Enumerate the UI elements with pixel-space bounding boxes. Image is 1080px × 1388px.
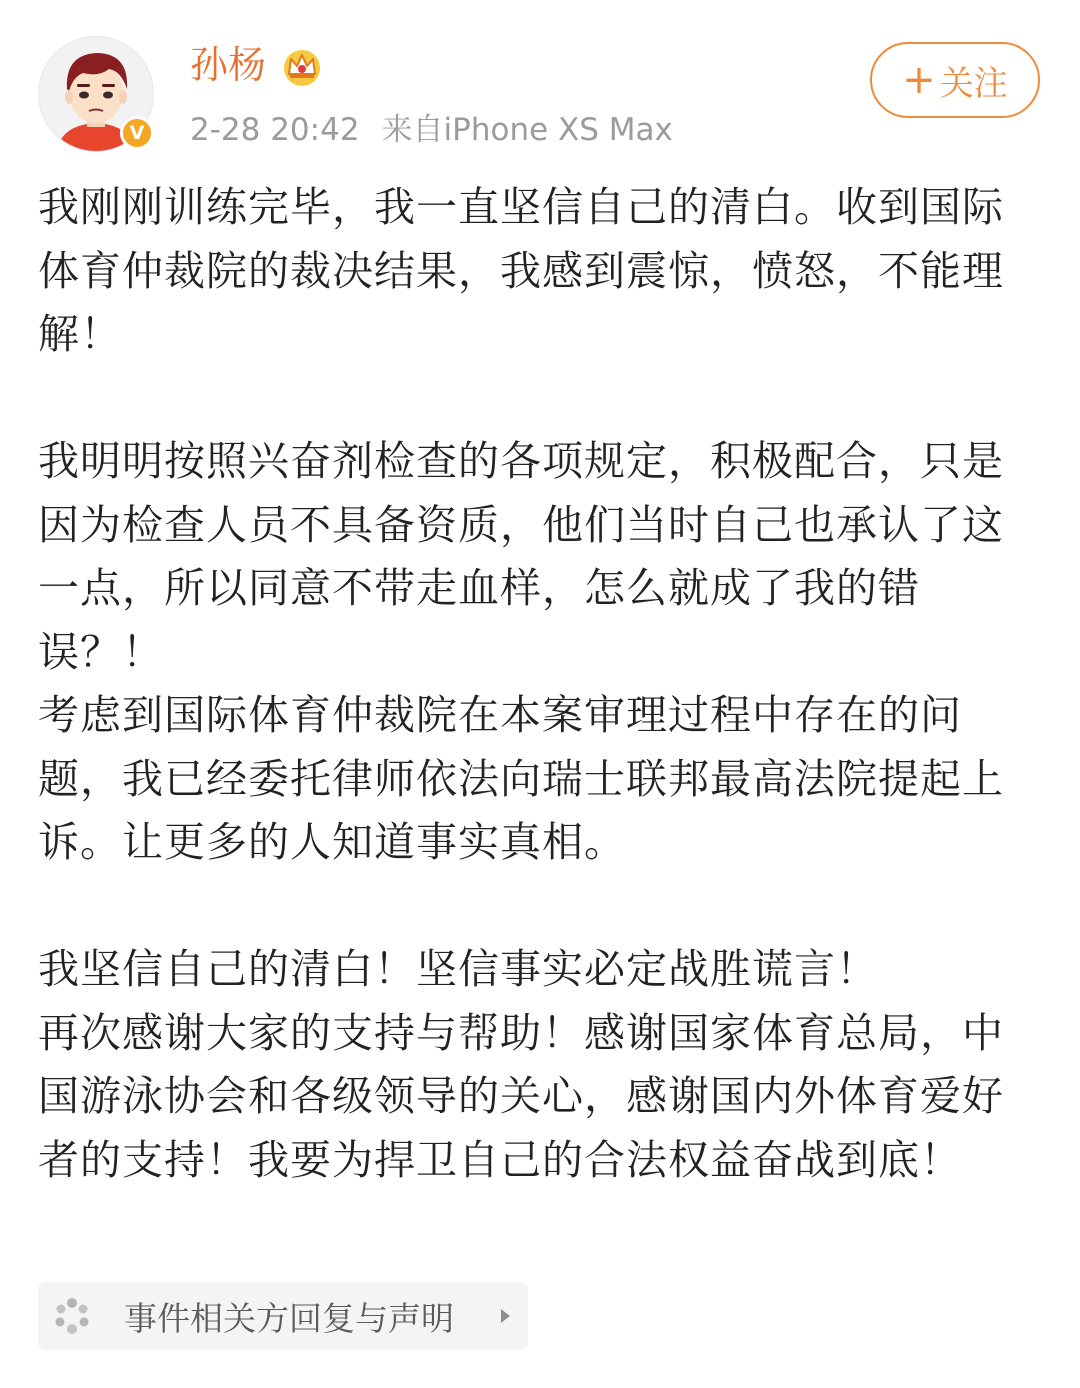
paragraph-gap [38,367,1018,431]
triangle-right-icon [501,1309,510,1323]
crown-icon [280,44,324,88]
post-paragraph-3: 考虑到国际体育仲裁院在本案审理过程中存在的问题，我已经委托律师依法向瑞士联邦最高法院提起上诉。让更多的人知道事实真相。 [38,691,1004,866]
post-paragraph-1: 我刚刚训练完毕，我一直坚信自己的清白。收到国际体育仲裁院的裁决结果，我感到震惊，愤怒，不能理解！ [38,183,1004,358]
post-meta [190,108,673,152]
post-source: 来自iPhone XS Max [381,112,673,148]
post-paragraph-5: 再次感谢大家的支持与帮助！感谢国家体育总局，中国游泳协会和各级领导的关心，感谢国内外体育爱好者的支持！我要为捍卫自己的合法权益奋战到底！ [38,1008,1004,1184]
topic-chip-label: 事件相关方回复与声明 [124,1298,454,1338]
post-paragraph-4: 我坚信自己的清白！坚信事实必定战胜谎言！ [38,945,878,993]
post-paragraph-2: 我明明按照兴奋剂检查的各项规定，积极配合，只是因为检查人员不具备资质，他们当时自己也承认了这一点，所以同意不带走血样，怎么就成了我的错误？！ [38,437,1004,676]
topic-spinner-icon [52,1296,92,1336]
author-name[interactable]: 孙杨 [190,43,267,87]
post-timestamp: 2-28 20:42 [190,112,360,148]
follow-button-label: 关注 [939,63,1008,104]
topic-chip[interactable] [38,1282,528,1350]
plus-icon: + [902,57,936,103]
paragraph-gap [38,875,1018,939]
verified-badge-icon: V [120,116,154,150]
post-body [38,176,1018,1192]
follow-button[interactable] [870,42,1040,118]
